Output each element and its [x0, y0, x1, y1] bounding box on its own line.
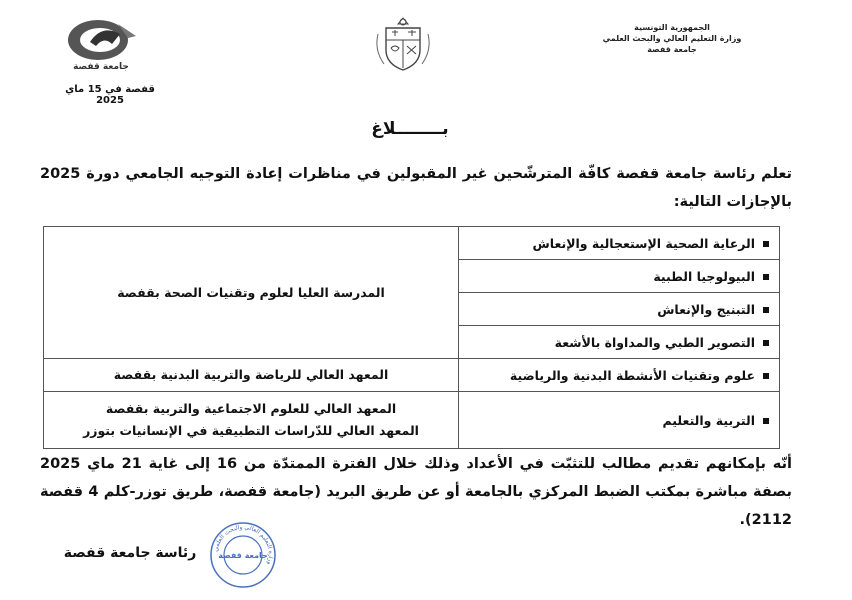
closing-paragraph: أنّه بإمكانهم تقديم مطالب للتثبّت في الأعداد وذلك خلال الفترة الممتدّة من 16 إلى غاية 21 ماي 2025 بصفة مباشرة بمكتب الضبط المركزي بالجامعة أو عن طريق البريد (جامعة قفصة، طريق توزر-كلم 4 قفصة 2112).	[40, 456, 793, 528]
stamp-ring-text: وزارة التعليم العالي والبحث العلمي	[212, 523, 275, 566]
program-name: التربية والتعليم	[662, 412, 755, 428]
institution-name: المدرسة العليا لعلوم وتقنيات الصحة بقفصة	[117, 284, 385, 300]
program-name: التصوير الطبي والمداواة بالأشعة	[554, 334, 755, 350]
programs-table	[43, 226, 780, 449]
institution-cell	[44, 392, 459, 449]
program-cell	[459, 359, 780, 392]
stamp-center-text: جامعة قفصة	[218, 551, 268, 560]
program-cell	[459, 293, 780, 326]
header-line-republic: الجمهورية التونسية	[634, 23, 710, 32]
institution-name: المعهد العالي للرياضة والتربية البدنية بقفصة	[113, 367, 389, 382]
issue-date: قفصة في 15 ماي 2025	[65, 84, 155, 106]
bullet-icon	[763, 307, 769, 313]
intro-paragraph: تعلم رئاسة جامعة قفصة كافّة المترشّحين غير المقبولين في مناظرات إعادة التوجيه الجامعي دورة 2025 بالإجازات التالية:	[40, 166, 792, 210]
program-cell	[459, 392, 780, 449]
bullet-icon	[763, 241, 769, 247]
institution-cell	[44, 227, 459, 359]
program-cell	[459, 260, 780, 293]
program-name: التبنيج والإنعاش	[657, 301, 755, 317]
institution-name: المعهد العالي للعلوم الاجتماعية والتربية بقفصة	[105, 401, 397, 416]
table-row	[44, 392, 780, 449]
program-name: الرعاية الصحية الإستعجالية والإنعاش	[532, 235, 755, 251]
table-row	[44, 227, 780, 260]
institution-cell	[44, 359, 459, 392]
bullet-icon	[763, 340, 769, 346]
university-logo-icon	[60, 14, 142, 66]
ministry-header	[582, 22, 762, 55]
table-row	[44, 359, 780, 392]
bullet-icon	[763, 274, 769, 280]
official-stamp	[208, 520, 278, 590]
program-cell	[459, 326, 780, 359]
header-line-ministry: وزارة التعليم العالي والبحث العلمي	[602, 34, 742, 43]
bullet-icon	[763, 418, 769, 424]
bullet-icon	[763, 373, 769, 379]
program-name: البيولوجيا الطبية	[653, 268, 755, 284]
institution-name: المعهد العالي للدّراسات التطبيقية في الإنسانيات بتوزر	[83, 423, 419, 438]
program-name: علوم وتقنيات الأنشطة البدنية والرياضية	[509, 367, 755, 383]
page-title: بــــــــلاغ	[371, 119, 449, 139]
tunisia-coat-of-arms-icon	[372, 14, 434, 74]
university-logo-text: جامعة قفصة	[73, 62, 129, 72]
program-cell	[459, 227, 780, 260]
header-line-university: جامعة قفصة	[647, 45, 697, 54]
university-logo	[60, 14, 142, 78]
signature-block: رئاسة جامعة قفصة	[63, 545, 197, 561]
